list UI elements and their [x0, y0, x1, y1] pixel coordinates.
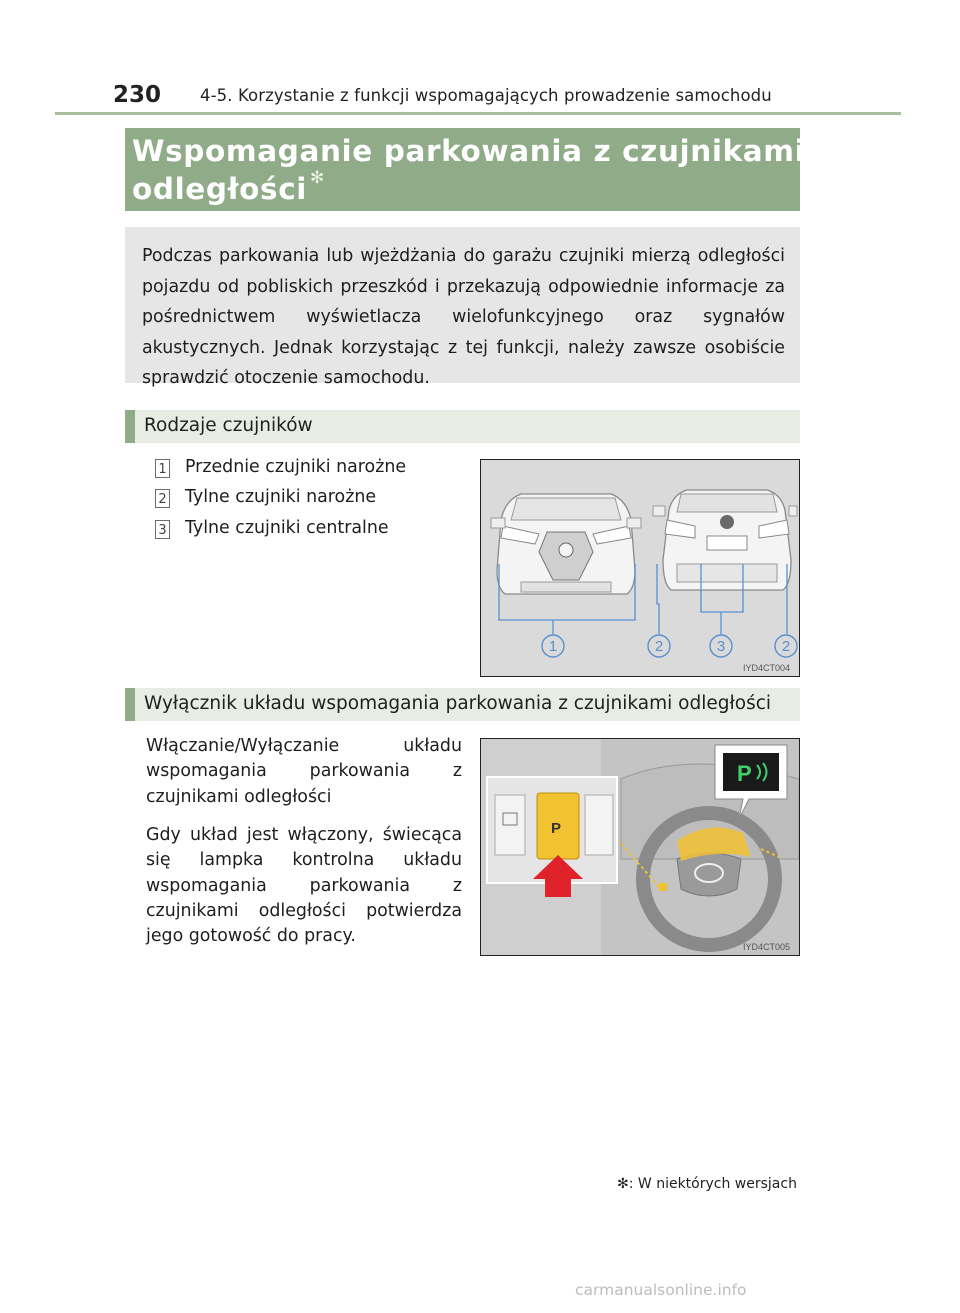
- list-item-label: Tylne czujniki centralne: [185, 518, 389, 538]
- list-item-label: Przednie czujniki narożne: [185, 457, 407, 477]
- sensor-location-illustration: [480, 459, 800, 677]
- switch-zoom-inset: [487, 777, 617, 897]
- footnote-text: : W niektórych wersjach: [628, 1176, 797, 1192]
- car-front-view: [491, 494, 641, 594]
- figure-code: IYD4CT004: [743, 663, 791, 673]
- callout-number: 1: [548, 638, 558, 655]
- list-number-badge: 2: [155, 489, 170, 508]
- switch-description: Włączanie/Wyłączanie układu wspomagania parkowania z czujnikami odległości: [146, 736, 462, 807]
- callout-number: 2: [781, 638, 791, 655]
- switch-location-illustration: [480, 738, 800, 956]
- indicator-description: Gdy układ jest włączony, świecąca się lampka kontrolna układu wspomagania parkowania z czujnikami odległości potwierdza jego gotowość do pracy.: [146, 825, 462, 947]
- heading-accent-bar: [125, 688, 135, 721]
- heading-accent-bar: [125, 410, 135, 443]
- section-heading-label: Wyłącznik układu wspomagania parkowania z czujnikami odległości: [144, 693, 772, 714]
- footnote: [617, 1176, 797, 1192]
- footnote-symbol: ✻: [617, 1176, 629, 1192]
- parking-indicator-glyph: P: [737, 761, 752, 786]
- page-title-text: odległości: [132, 172, 307, 206]
- dashboard-drawing: [481, 739, 799, 955]
- footnote-asterisk: ✻: [310, 168, 325, 188]
- page-title-line-2: [132, 168, 325, 206]
- section-heading-label: Rodzaje czujników: [144, 415, 313, 436]
- car-rear-view: [653, 490, 797, 590]
- watermark: carmanualsonline.info: [575, 1281, 747, 1299]
- button-glyph: P: [551, 820, 562, 837]
- callout-number: 3: [716, 638, 726, 655]
- page-title-line-1: Wspomaganie parkowania z czujnikami: [132, 134, 806, 168]
- list-number-badge: 3: [155, 520, 170, 539]
- figure-code: IYD4CT005: [743, 942, 791, 952]
- section-title: 4-5. Korzystanie z funkcji wspomagających prowadzenie samochodu: [200, 86, 772, 105]
- list-number-badge: 1: [155, 459, 170, 478]
- list-item-label: Tylne czujniki narożne: [185, 487, 377, 507]
- car-sensors-drawing: [481, 460, 799, 676]
- intro-paragraph: Podczas parkowania lub wjeżdżania do garażu czujniki mierzą odległości pojazdu od pobliskich przeszkód i przekazują odpowiednie informacje za pośrednictwem wyświetlacza wielofunkcyjnego oraz sygnałów akustycznych. Jednak korzystając z tej funkcji, należy zawsze osobiście sprawdzić otoczenie samochodu.: [142, 246, 785, 389]
- header-divider: [55, 112, 901, 115]
- callout-number: 2: [654, 638, 664, 655]
- page-number: 230: [113, 82, 162, 108]
- section-heading-switch: [125, 688, 800, 721]
- section-heading-sensor-types: [125, 410, 800, 443]
